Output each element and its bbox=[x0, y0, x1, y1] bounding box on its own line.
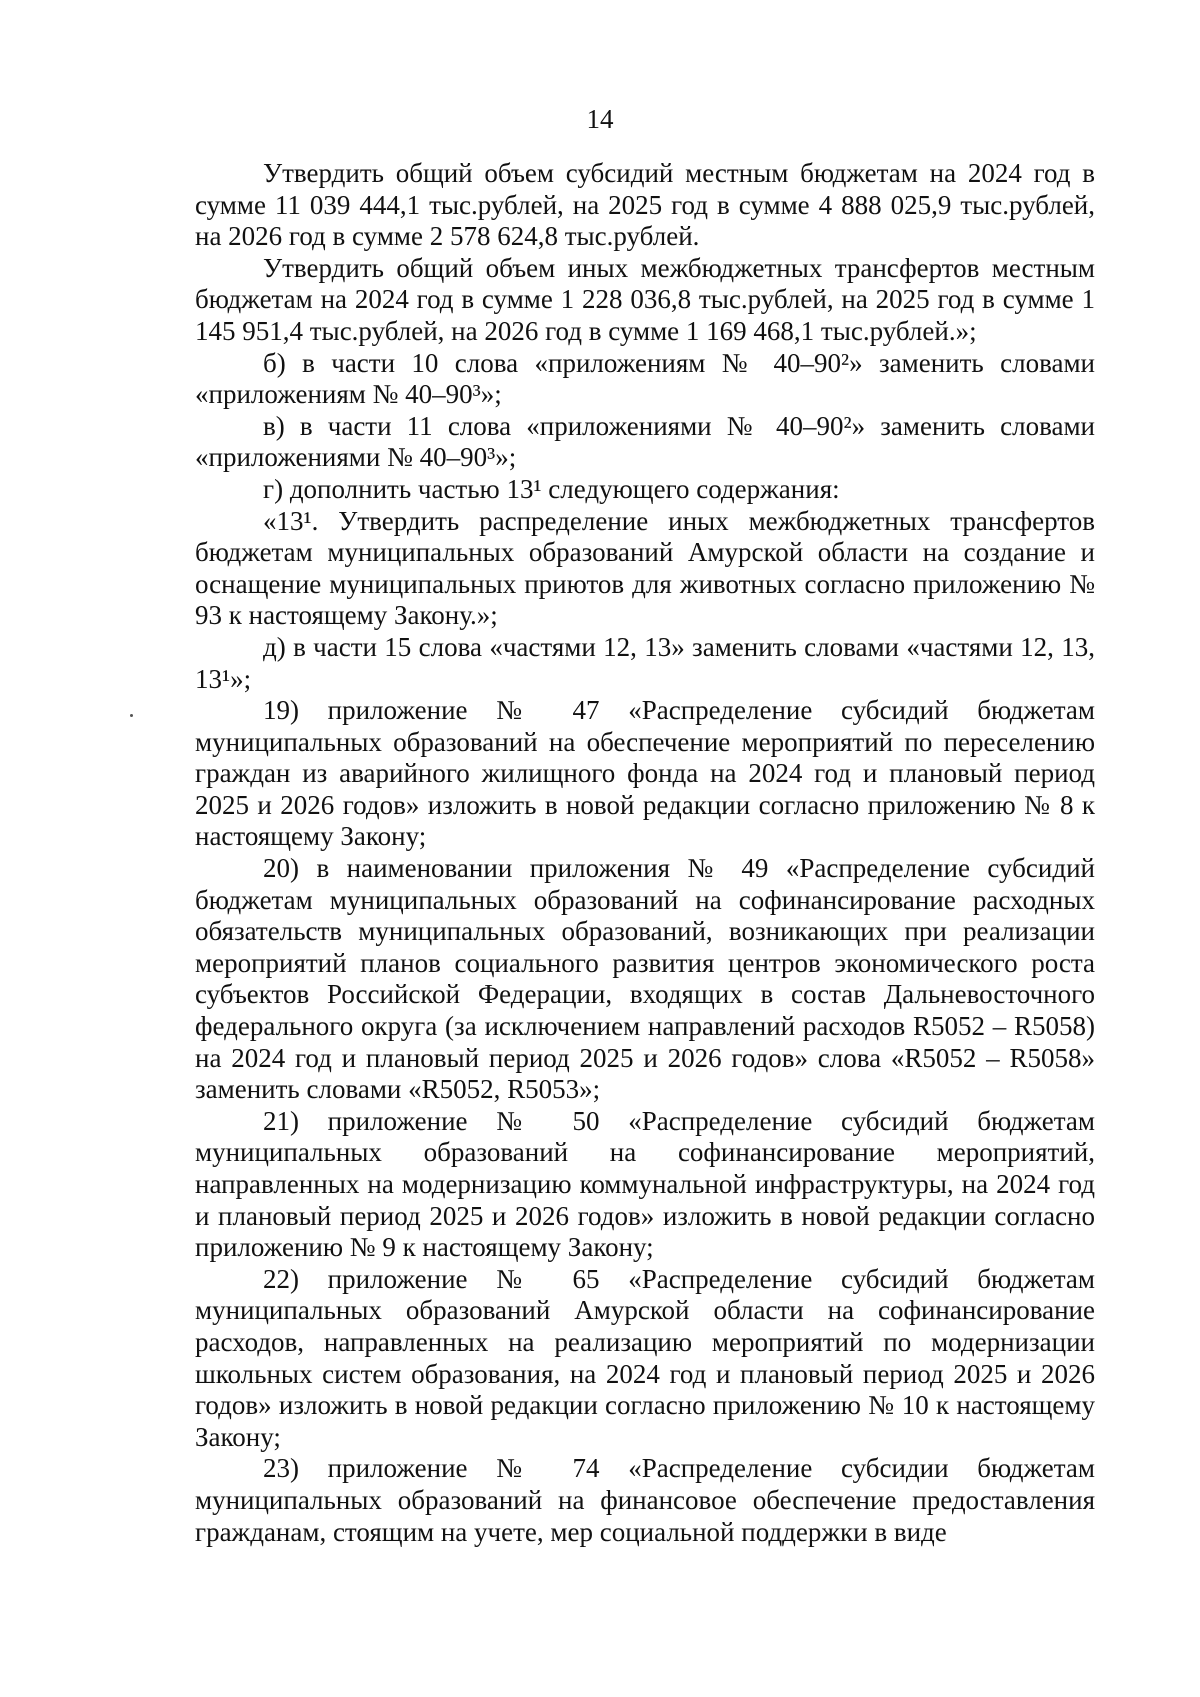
paragraph: б) в части 10 слова «приложениям № 40–90²» заменить словами «приложениям № 40–90³»; bbox=[195, 347, 1095, 410]
paragraph: Утвердить общий объем иных межбюджетных трансфертов местным бюджетам на 2024 год в сумме 1 228 036,8 тыс.рублей, на 2025 год в сумме 1 145 951,4 тыс.рублей, на 2026 год в сумме 1 169 468,1 тыс.рублей.»; bbox=[195, 252, 1095, 346]
document-body bbox=[195, 158, 1095, 1548]
paragraph: 19) приложение № 47 «Распределение субсидий бюджетам муниципальных образований на обеспечение мероприятий по переселению граждан из аварийного жилищного фонда на 2024 год и плановый период 2025 и 2026 годов» изложить в новой редакции согласно приложению № 8 к настоящему Закону; bbox=[195, 695, 1095, 852]
paragraph: г) дополнить частью 13¹ следующего содержания: bbox=[263, 473, 840, 504]
page-number: 14 bbox=[586, 104, 614, 134]
paragraph: 23) приложение № 74 «Распределение субсидии бюджетам муниципальных образований на финансовое обеспечение предоставления гражданам, стоящим на учете, мер социальной поддержки в виде bbox=[195, 1453, 1095, 1547]
paragraph: Утвердить общий объем субсидий местным бюджетам на 2024 год в сумме 11 039 444,1 тыс.рублей, на 2025 год в сумме 4 888 025,9 тыс.рублей, на 2026 год в сумме 2 578 624,8 тыс.рублей. bbox=[195, 158, 1095, 252]
paragraph: 20) в наименовании приложения № 49 «Распределение субсидий бюджетам муниципальных образований на софинансирование расходных обязательств муниципальных образований, возникающих при реализации мероприятий планов социального развития центров экономического роста субъектов Российской Федерации, входящих в состав Дальневосточного федерального округа (за исключением направлений расходов R5052 – R5058) на 2024 год и плановый период 2025 и 2026 годов» слова «R5052 – R5058» заменить словами «R5052, R5053»; bbox=[195, 853, 1095, 1105]
paragraph: в) в части 11 слова «приложениями № 40–90²» заменить словами «приложениями № 40–90³»; bbox=[195, 410, 1095, 473]
paragraph: «13¹. Утвердить распределение иных межбюджетных трансфертов бюджетам муниципальных образований Амурской области на создание и оснащение муниципальных приютов для животных согласно приложению № 93 к настоящему Закону.»; bbox=[195, 505, 1095, 631]
paragraph: д) в части 15 слова «частями 12, 13» заменить словами «частями 12, 13, 13¹»; bbox=[195, 631, 1095, 694]
paragraph: 21) приложение № 50 «Распределение субсидий бюджетам муниципальных образований на софинансирование мероприятий, направленных на модернизацию коммунальной инфраструктуры, на 2024 год и плановый период 2025 и 2026 годов» изложить в новой редакции согласно приложению № 9 к настоящему Закону; bbox=[195, 1105, 1095, 1263]
paragraph: 22) приложение № 65 «Распределение субсидий бюджетам муниципальных образований Амурской области на софинансирование расходов, направленных на реализацию мероприятий по модернизации школьных систем образования, на 2024 год и плановый период 2025 и 2026 годов» изложить в новой редакции согласно приложению № 10 к настоящему Закону; bbox=[195, 1263, 1095, 1452]
scan-speck bbox=[130, 714, 133, 717]
